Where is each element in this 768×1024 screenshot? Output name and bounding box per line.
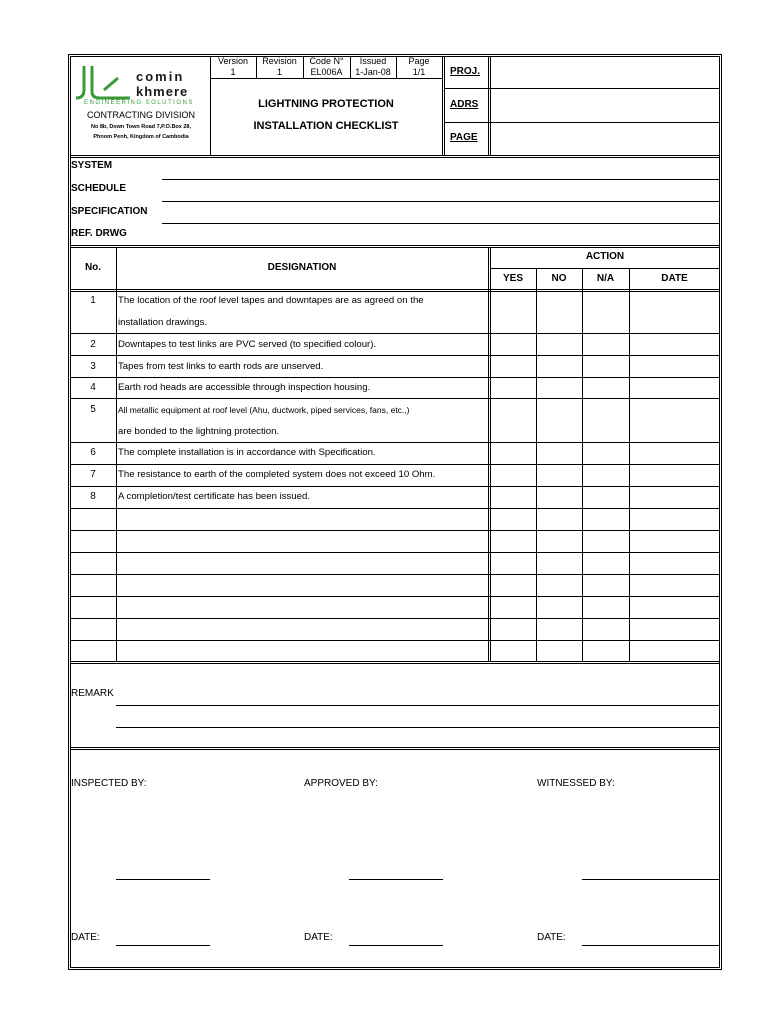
system-label: SYSTEM	[71, 160, 113, 171]
row-designation: The location of the roof level tapes and downtapes are as agreed on the	[118, 295, 424, 306]
meta-value-revision: 1	[276, 67, 282, 77]
schedule-label: SCHEDULE	[71, 183, 127, 194]
logo-name-line1: comin	[136, 69, 185, 84]
remark-label: REMARK	[71, 688, 114, 699]
logo-name-line2: khmere	[136, 84, 189, 99]
row-designation: Tapes from test links to earth rods are unserved.	[118, 361, 324, 372]
system-field[interactable]	[162, 159, 720, 179]
schedule-field[interactable]	[162, 181, 720, 201]
yes-checkbox[interactable]	[491, 292, 536, 333]
no-column-header: No.	[84, 262, 102, 273]
row-number: 2	[90, 339, 96, 350]
approved-date-line[interactable]	[349, 945, 443, 946]
inspected-by-label: INSPECTED BY:	[71, 778, 147, 789]
meta-value-code: EL006A	[310, 67, 343, 77]
division-name: CONTRACTING DIVISION	[86, 110, 195, 120]
inspected-date-line[interactable]	[116, 945, 210, 946]
row-designation: A completion/test certificate has been issued.	[118, 491, 310, 502]
date-cell[interactable]	[630, 292, 720, 333]
specification-label: SPECIFICATION	[71, 206, 148, 217]
proj-field[interactable]	[491, 57, 719, 88]
row-number: 6	[90, 447, 96, 458]
ref-drwg-label: REF. DRWG	[71, 228, 127, 239]
row-number: 5	[90, 404, 96, 415]
na-column-header: N/A	[596, 273, 615, 284]
meta-header-code: Code N°	[309, 56, 344, 66]
row-number: 1	[90, 295, 96, 306]
logo-tagline: ENGINEERING SOLUTIONS	[84, 100, 194, 106]
inspected-date-label: DATE:	[71, 932, 100, 943]
no-checkbox[interactable]	[537, 292, 582, 333]
approved-signature-line[interactable]	[349, 879, 443, 880]
remark-field[interactable]	[116, 665, 720, 747]
row-number: 8	[90, 491, 96, 502]
row-designation-cont: are bonded to the lightning protection.	[118, 426, 280, 437]
witnessed-date-line[interactable]	[582, 945, 720, 946]
designation-column-header: DESIGNATION	[267, 262, 337, 273]
meta-header-page: Page	[408, 56, 430, 66]
page-label: PAGE	[450, 132, 478, 143]
meta-header-revision: Revision	[262, 56, 297, 66]
row-designation: The complete installation is in accordance with Specification.	[118, 447, 376, 458]
row-number: 4	[90, 382, 96, 393]
meta-value-issued: 1-Jan-08	[355, 67, 391, 77]
inspected-signature-line[interactable]	[116, 879, 210, 880]
date-column-header: DATE	[661, 273, 688, 284]
meta-header-issued: Issued	[359, 56, 387, 66]
address-line2: Phnom Penh, Kingdom of Cambodia	[93, 134, 189, 140]
witnessed-signature-line[interactable]	[582, 879, 720, 880]
row-number: 7	[90, 469, 96, 480]
address-line1: No 8b, Down Town Road 7,P.O.Box 28,	[90, 124, 192, 130]
approved-by-label: APPROVED BY:	[304, 778, 378, 789]
row-designation: Downtapes to test links are PVC served (to specified colour).	[118, 339, 377, 350]
no-action-column-header: NO	[551, 273, 567, 284]
meta-header-version: Version	[217, 56, 249, 66]
proj-label: PROJ.	[450, 66, 481, 77]
adrs-label: ADRS	[450, 99, 479, 110]
witnessed-by-label: WITNESSED BY:	[537, 778, 615, 789]
logo-mark-icon	[74, 62, 134, 102]
meta-value-page: 1/1	[412, 67, 426, 77]
specification-field[interactable]	[162, 203, 720, 223]
row-number: 3	[90, 361, 96, 372]
yes-column-header: YES	[502, 273, 523, 284]
adrs-field[interactable]	[491, 89, 719, 122]
approved-date-label: DATE:	[304, 932, 333, 943]
action-column-header: ACTION	[585, 251, 625, 262]
page-field[interactable]	[491, 123, 719, 155]
meta-value-version: 1	[230, 67, 236, 77]
document-title-line1: LIGHTNING PROTECTION	[258, 98, 394, 110]
row-designation: Earth rod heads are accessible through inspection housing.	[118, 382, 371, 393]
na-checkbox[interactable]	[583, 292, 629, 333]
row-designation-cont: installation drawings.	[118, 317, 208, 328]
ref-drwg-field[interactable]	[162, 225, 720, 245]
document-title-line2: INSTALLATION CHECKLIST	[253, 120, 399, 132]
row-designation: The resistance to earth of the completed system does not exceed 10 Ohm.	[118, 469, 436, 480]
witnessed-date-label: DATE:	[537, 932, 566, 943]
row-designation: All metallic equipment at roof level (Ahu, ductwork, piped services, fans, etc.,)	[118, 405, 410, 415]
